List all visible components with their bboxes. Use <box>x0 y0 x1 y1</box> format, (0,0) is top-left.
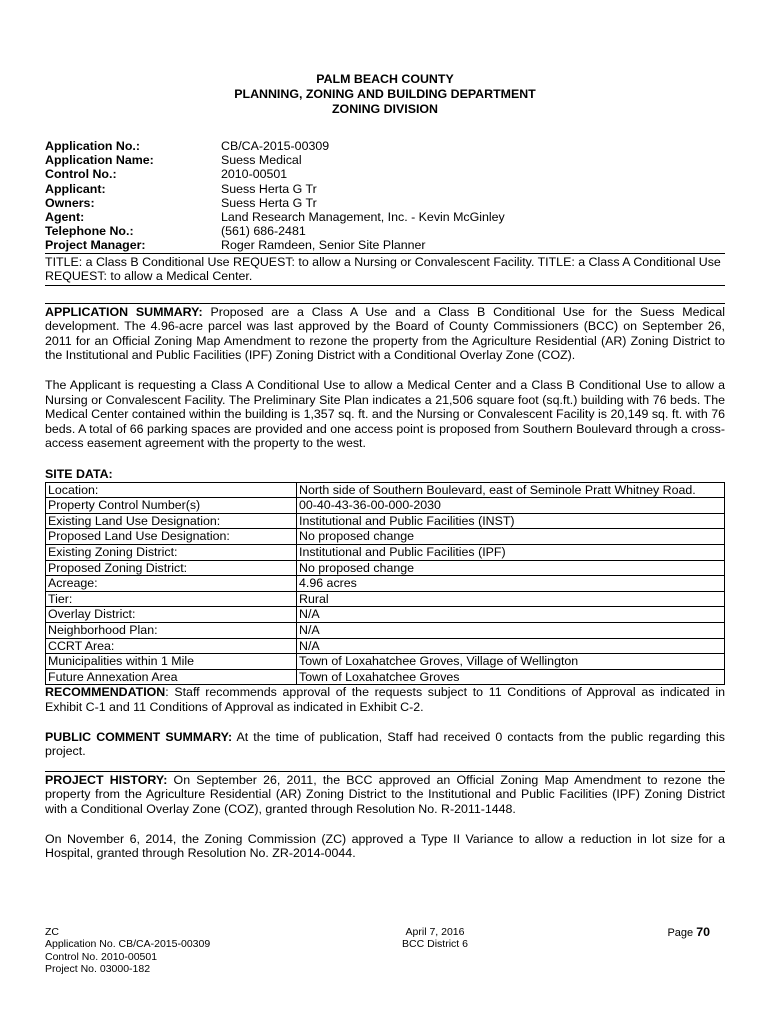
title-block: TITLE: a Class B Conditional Use REQUEST: to allow a Nursing or Convalescent Facility. TITLE: a Class A Conditional Use REQUEST: to allow a Medical Center. <box>45 253 725 286</box>
project-history-paragraph-2: On November 6, 2014, the Zoning Commission (ZC) approved a Type II Variance to allow a reduction in lot size for a Hospital, granted through Resolution No. ZR-2014-0044. <box>45 831 725 861</box>
site-data-value: Institutional and Public Facilities (INST) <box>297 513 725 529</box>
info-row <box>45 182 725 196</box>
site-data-row <box>46 638 725 654</box>
info-label: Control No.: <box>45 167 117 182</box>
header-line-2: PLANNING, ZONING AND BUILDING DEPARTMENT <box>234 87 536 101</box>
site-data-label: CCRT Area: <box>46 638 297 654</box>
site-data-label: Existing Land Use Designation: <box>46 513 297 529</box>
header-line-1: PALM BEACH COUNTY <box>316 72 454 86</box>
site-data-row <box>46 498 725 514</box>
site-data-value: Institutional and Public Facilities (IPF) <box>297 545 725 561</box>
site-data-row <box>46 513 725 529</box>
site-data-row <box>46 482 725 498</box>
site-data-row <box>46 529 725 545</box>
info-row <box>45 153 725 167</box>
recommendation-heading: RECOMMENDATION <box>45 685 166 700</box>
info-row <box>45 196 725 210</box>
site-data-label: Future Annexation Area <box>46 669 297 685</box>
header-line-3: ZONING DIVISION <box>331 102 439 116</box>
footer-left <box>45 926 210 976</box>
info-row <box>45 210 725 224</box>
public-comment-summary <box>45 730 725 759</box>
summary-text: Proposed are a Class A Use and a Class B Conditional Use for the Suess Medical development. The 4.96-acre parcel was last approved by the Board of County Commissioners (BCC) on September 26, 2011 for an Official Zoning Map Amendment to rezone the property from the Agriculture Residential (AR) Zoning District to the Institutional and Public Facilities (IPF) Zoning District with a Conditional Overlay Zone (COZ). <box>45 304 725 363</box>
site-data-value: Rural <box>297 591 725 607</box>
footer-zc: ZC <box>45 926 59 938</box>
site-data-label: Proposed Land Use Designation: <box>46 529 297 545</box>
info-value: 2010-00501 <box>221 167 288 182</box>
summary-paragraph-2: The Applicant is requesting a Class A Conditional Use to allow a Medical Center and a Class B Conditional Use to allow a Nursing or Convalescent Facility. The Preliminary Site Plan indicates a 21,506 square foot (sq.ft.) building with 76 beds. The Medical Center contained within the building is 1,357 sq. ft. and the Nursing or Convalescent Facility is 20,149 sq. ft. with 76 beds. A total of 66 parking spaces are provided and one access point is proposed from Southern Boulevard through a cross-access easement agreement with the property to the west. <box>45 378 725 451</box>
summary-heading: APPLICATION SUMMARY: <box>45 304 203 319</box>
info-row <box>45 139 725 153</box>
site-data-value: Town of Loxahatchee Groves <box>297 669 725 685</box>
site-data-value: Town of Loxahatchee Groves, Village of Wellington <box>297 654 725 670</box>
site-data-row <box>46 622 725 638</box>
site-data-row <box>46 576 725 592</box>
public-comment-text: At the time of publication, Staff had received 0 contacts from the public regarding this project. <box>45 729 725 759</box>
site-data-label: Location: <box>46 482 297 498</box>
site-data-row <box>46 560 725 576</box>
info-value: Land Research Management, Inc. - Kevin McGinley <box>221 209 505 224</box>
info-value: CB/CA-2015-00309 <box>221 139 330 153</box>
page-number: 70 <box>696 925 710 939</box>
document-page <box>45 72 725 861</box>
page-label: Page <box>667 927 694 939</box>
site-data-value: No proposed change <box>297 529 725 545</box>
info-value: Roger Ramdeen, Senior Site Planner <box>221 238 426 253</box>
site-data-label: Municipalities within 1 Mile <box>46 654 297 670</box>
site-data-label: Neighborhood Plan: <box>46 622 297 638</box>
footer-application-no: Application No. CB/CA-2015-00309 <box>45 938 211 951</box>
public-comment-heading: PUBLIC COMMENT SUMMARY: <box>45 729 233 744</box>
document-header <box>45 72 725 117</box>
project-history-text: On September 26, 2011, the BCC approved an Official Zoning Map Amendment to rezone the property from the Agriculture Residential (AR) Zoning District to the Institutional and Public Facilities (IPF) Zoning District with a Conditional Overlay Zone (COZ), granted through Resolution No. R-2011-1448. <box>45 772 726 816</box>
site-data-row <box>46 545 725 561</box>
site-data-heading: SITE DATA: <box>45 467 113 482</box>
info-value: Suess Medical <box>221 153 302 168</box>
info-label: Applicant: <box>45 181 106 196</box>
site-data-value: No proposed change <box>297 560 725 576</box>
footer-district: BCC District 6 <box>402 938 468 951</box>
footer-project-no: Project No. 03000-182 <box>45 963 151 976</box>
site-data-row <box>46 591 725 607</box>
site-data-row <box>46 607 725 623</box>
site-data-value: North side of Southern Boulevard, east of Seminole Pratt Whitney Road. <box>297 482 725 498</box>
application-summary <box>45 303 725 363</box>
site-data-label: Tier: <box>46 591 297 607</box>
footer-control-no: Control No. 2010-00501 <box>45 950 158 963</box>
footer-page <box>667 926 710 939</box>
info-label: Telephone No.: <box>45 224 134 239</box>
site-data-value: 00-40-43-36-00-000-2030 <box>297 498 725 514</box>
info-label: Application No.: <box>45 139 140 153</box>
info-label: Owners: <box>45 195 95 210</box>
footer-center <box>385 926 485 951</box>
project-history-heading: PROJECT HISTORY: <box>45 772 168 787</box>
site-data-row <box>46 654 725 670</box>
info-value: Suess Herta G Tr <box>221 181 317 196</box>
site-data-label: Acreage: <box>46 576 297 592</box>
application-info <box>45 139 725 253</box>
site-data-value: N/A <box>297 638 725 654</box>
site-data-label: Proposed Zoning District: <box>46 560 297 576</box>
info-label: Application Name: <box>45 153 154 168</box>
site-data-label: Existing Zoning District: <box>46 545 297 561</box>
info-value: (561) 686-2481 <box>221 224 306 239</box>
info-row <box>45 238 725 252</box>
info-value: Suess Herta G Tr <box>221 195 317 210</box>
recommendation <box>45 685 725 714</box>
site-data-label: Property Control Number(s) <box>46 498 297 514</box>
site-data-table <box>45 482 725 686</box>
site-data-value: N/A <box>297 622 725 638</box>
site-data-row <box>46 669 725 685</box>
info-label: Agent: <box>45 209 85 224</box>
footer-date: April 7, 2016 <box>405 926 465 938</box>
info-row <box>45 167 725 181</box>
site-data-label: Overlay District: <box>46 607 297 623</box>
info-row <box>45 224 725 238</box>
site-data-value: 4.96 acres <box>297 576 725 592</box>
site-data-value: N/A <box>297 607 725 623</box>
recommendation-text: : Staff recommends approval of the requests subject to 11 Conditions of Approval as indicated in Exhibit C-1 and 11 Conditions of Approval as indicated in Exhibit C-2. <box>45 685 725 714</box>
project-history <box>45 771 725 817</box>
info-label: Project Manager: <box>45 238 146 253</box>
